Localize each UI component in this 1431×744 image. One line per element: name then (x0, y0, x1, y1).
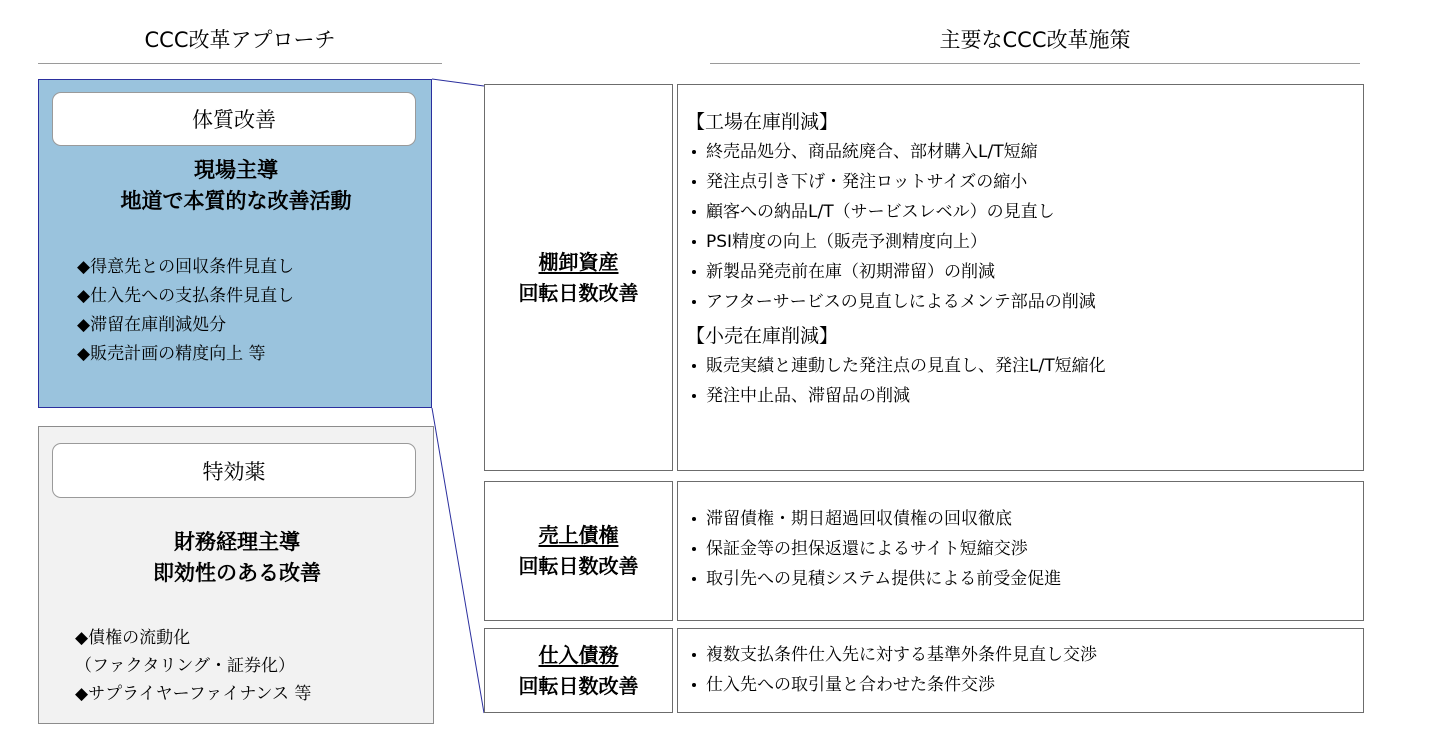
category-title: 仕入債務 (538, 642, 619, 667)
list-item: （ファクタリング・証券化） (75, 656, 295, 676)
bullet-icon (692, 180, 696, 184)
measure-list (686, 504, 1363, 594)
left-title-divider (38, 63, 442, 64)
category-subtitle: 回転日数改善 (518, 280, 639, 305)
constitution-improvement-items (77, 253, 294, 369)
bullet-icon (692, 210, 696, 214)
receivables-measures (677, 481, 1364, 621)
list-item (686, 564, 1363, 594)
specific-remedy-box (38, 426, 434, 724)
list-item-text: PSI精度の向上（販売予測精度向上） (706, 232, 988, 252)
list-item (686, 381, 1363, 411)
bullet-icon (692, 653, 696, 657)
list-item (686, 227, 1363, 257)
category-subtitle: 回転日数改善 (518, 673, 639, 698)
description-line: 現場主導 (194, 158, 278, 182)
list-item: ◆販売計画の精度向上 等 (77, 344, 266, 364)
bullet-icon (692, 394, 696, 398)
list-item (686, 504, 1363, 534)
inventory-category (484, 84, 673, 471)
list-item (686, 167, 1363, 197)
section-heading: 【工場在庫削減】 (686, 111, 839, 133)
specific-remedy-description (39, 527, 435, 589)
constitution-improvement-label: 体質改善 (52, 92, 416, 146)
list-item-text: 発注点引き下げ・発注ロットサイズの縮小 (706, 172, 1028, 192)
list-item (686, 197, 1363, 227)
bullet-icon (692, 300, 696, 304)
bullet-icon (692, 364, 696, 368)
category-title: 棚卸資産 (538, 249, 619, 274)
bullet-icon (692, 150, 696, 154)
bullet-icon (692, 240, 696, 244)
measure-list (686, 351, 1363, 411)
list-item (686, 534, 1363, 564)
list-item: ◆滞留在庫削減処分 (77, 315, 227, 335)
payables-measures (677, 628, 1364, 713)
bullet-icon (692, 577, 696, 581)
list-item-text: 複数支払条件仕入先に対する基準外条件見直し交渉 (706, 645, 1097, 665)
left-column-title: CCC改革アプローチ (144, 28, 336, 52)
bullet-icon (692, 517, 696, 521)
list-item (686, 257, 1363, 287)
measure-list (686, 640, 1363, 700)
category-title: 売上債権 (538, 523, 619, 547)
payables-category (484, 628, 673, 713)
list-item: ◆サプライヤーファイナンス 等 (75, 684, 312, 704)
measure-list (686, 137, 1363, 317)
list-item-text: アフターサービスの見直しによるメンテ部品の削減 (706, 292, 1096, 312)
receivables-category (484, 481, 673, 621)
list-item-text: 仕入先への取引量と合わせた条件交渉 (706, 675, 995, 695)
section-heading: 【小売在庫削減】 (686, 325, 839, 347)
list-item-text: 保証金等の担保返還によるサイト短縮交渉 (706, 539, 1028, 559)
constitution-improvement-description (39, 155, 433, 217)
list-item-text: 新製品発売前在庫（初期滞留）の削減 (706, 262, 995, 282)
specific-remedy-items (75, 624, 311, 708)
right-title-divider (710, 63, 1360, 64)
list-item-text: 発注中止品、滞留品の削減 (706, 386, 910, 406)
category-subtitle: 回転日数改善 (518, 554, 639, 578)
bullet-icon (692, 547, 696, 551)
list-item (686, 670, 1363, 700)
list-item (686, 137, 1363, 167)
list-item: ◆得意先との回収条件見直し (77, 257, 295, 277)
bullet-icon (692, 270, 696, 274)
inventory-measures (677, 84, 1364, 471)
list-item: ◆仕入先への支払条件見直し (77, 286, 295, 306)
list-item: ◆債権の流動化 (75, 628, 191, 648)
specific-remedy-label: 特効薬 (52, 443, 416, 498)
description-line: 地道で本質的な改善活動 (120, 189, 352, 213)
list-item-text: 滞留債権・期日超過回収債権の回収徹底 (706, 509, 1012, 529)
list-item (686, 287, 1363, 317)
description-line: 財務経理主導 (174, 530, 300, 554)
bullet-icon (692, 683, 696, 687)
list-item-text: 販売実績と連動した発注点の見直し、発注L/T短縮化 (706, 356, 1106, 376)
list-item-text: 顧客への納品L/T（サービスレベル）の見直し (706, 202, 1055, 222)
list-item-text: 取引先への見積システム提供による前受金促進 (706, 569, 1062, 589)
right-column-title: 主要なCCC改革施策 (939, 28, 1131, 52)
list-item (686, 351, 1363, 381)
description-line: 即効性のある改善 (153, 561, 321, 585)
constitution-improvement-box (38, 79, 432, 408)
list-item-text: 終売品処分、商品統廃合、部材購入L/T短縮 (706, 142, 1038, 162)
list-item (686, 640, 1363, 670)
